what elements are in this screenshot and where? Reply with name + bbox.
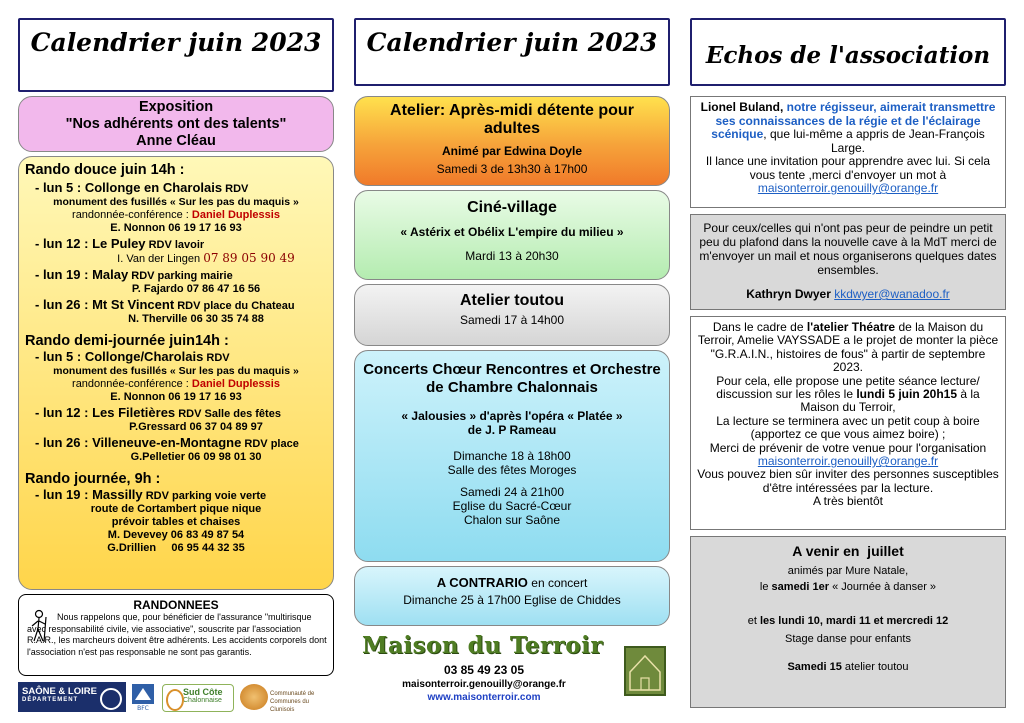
logo-communaute: Communauté de Communes du Clunisois [238,684,334,712]
echo1-text2: Il lance une invitation pour apprendre avec lui. Si cela vous tente ,merci d'envoyer un mot à [705,154,991,182]
maison-building-icon [624,646,666,696]
echo1-email-link[interactable]: maisonterroir.genouilly@orange.fr [757,181,939,195]
cine-date: Mardi 13 à 20h30 [465,249,559,263]
col2-title: Calendrier juin 2023 [366,28,658,57]
concerts-place2: Eglise du Sacré-Cœur [452,499,572,513]
echo3-email-link[interactable]: maisonterroir.genouilly@orange.fr [757,454,939,469]
atelier-detente-title: Atelier: Après-midi détente pour adultes [390,102,634,137]
contrario-title: A CONTRARIO [436,575,528,590]
cine-title: Ciné-village [467,199,557,216]
col1-title-box [18,18,334,92]
maison-logo-text: Maison du Terroir [362,632,603,659]
atelier-detente-animateur: Animé par Edwina Doyle [441,144,583,158]
echo2-email-link[interactable]: kkdwyer@wanadoo.fr [834,287,950,301]
concerts-work: « Jalousies » d'après l'opéra « Platée » [401,409,623,423]
concerts-date1: Dimanche 18 à 18h00 [453,449,571,463]
logo-sud-cote: Sud Côte Chalonnaise [162,684,234,712]
juillet-line1: animés par Mure Natale, [787,565,909,577]
concerts-place1: Salle des fêtes Moroges [447,463,577,477]
rando-box [18,156,334,590]
rando-douce-item: - lun 12 : Le Puley RDV lavoir I. Van der Lingen 07 89 05 90 49 [35,236,295,265]
col3-title: Echos de l'association [705,42,991,69]
hiker-icon [25,609,53,643]
rando-douce-item: - lun 19 : Malay RDV parking mairie P. Fajardo 07 86 47 16 56 [35,267,261,295]
juillet-line2: le samedi 1er « Journée à danser » [759,581,937,593]
juillet-title: A venir en juillet [792,543,904,559]
exposition-label: Exposition [138,99,214,115]
logo-region-icon [130,682,156,712]
rando-demi-item: - lun 5 : Collonge/Charolais RDV monument des fusillés « Sur les pas du maquis » randonnée-conférence : Daniel Duplessis E. Nonnon 06 19 17 16 93 [35,349,299,403]
atelier-detente-date: Samedi 3 de 13h30 à 17h00 [436,162,588,176]
col3-title-box [690,18,1006,86]
rando-demi-heading: Rando demi-journée juin14h : [25,333,229,349]
juillet-line4: Stage danse pour enfants [785,633,911,645]
echo1-name: Lionel Buland, [700,100,787,114]
exposition-title: "Nos adhérents ont des talents" [65,116,287,132]
juillet-box [690,536,1006,708]
col1-title: Calendrier juin 2023 [30,28,322,57]
echo1-highlight: notre régisseur, aimerait transmettre ses connaissances de la régie et de l'éclairage scénique [711,100,996,141]
concerts-date2: Samedi 24 à 21h00 [459,485,565,499]
toutou-date: Samedi 17 à 14h00 [459,313,565,327]
rando-douce-heading: Rando douce juin 14h : [25,162,185,178]
rando-journee-item: - lun 19 : Massilly RDV parking voie verte route de Cortambert pique nique prévoir tables et chaises M. Devevey 06 83 49 87 54 G.Drillien 06 95 44 32 35 [35,487,267,554]
rando-demi-item: - lun 26 : Villeneuve-en-Montagne RDV place G.Pelletier 06 09 98 01 30 [35,435,299,463]
maison-email: maisonterroir.genouilly@orange.fr [402,679,566,690]
echo2-text: Pour ceux/celles qui n'ont pas peur de peindre un petit peu du plafond dans la nouvelle cave à la MdT merci de m'envoyer un mail et nous organiserons quelques dates ensembles. [699,221,997,277]
exposition-artist: Anne Cléau [136,133,216,149]
rando-douce-item: - lun 26 : Mt St Vincent RDV place du Chateau N. Therville 06 30 35 74 88 [35,297,295,325]
concerts-title: Concerts Chœur Rencontres et Orchestre de Chambre Chalonnais [363,361,661,396]
contrario-box [354,566,670,626]
rando-douce-item: - lun 5 : Collonge en Charolais RDV monument des fusillés « Sur les pas du maquis » randonnée-conférence : Daniel Duplessis E. Nonnon 06 19 17 16 93 [35,180,299,234]
concerts-box [354,350,670,562]
randonnees-text: Nous rappelons que, pour bénéficier de l'assurance "multirisque avec responsabilité civile, vie associative", souscrite par l'association R.A.R., les marcheurs doivent être adhérents. Les accidents corporels dont l'association n'est pas responsable ne sont pas garantis. [27,612,327,657]
rando-journee-heading: Rando journée, 9h : [25,471,161,487]
echo3-box: Dans le cadre de l'atelier Théatre de la Maison du Terroir, Amelie VAYSSADE a le projet de monter la pièce "G.R.A.I.N., histoires de fous" à partir de septembre 2023. Pour cela, elle propose une petite séance lecture/ discussion sur les rôles le lundi 5 juin 20h15 à la Maison du Terroir, La lecture se terminera avec un petit coup à boire (apportez ce que vous aimez boire) ; Merci de prévenir de votre venue pour l'organisation maisonterroir.genouilly@orange.fr Vous pouvez bien sûr inviter des personnes susceptibles d'être intéressées par la lecture. A très bientôt [690,316,1006,530]
logo-saone-loire: SAÔNE & LOIRE DÉPARTEMENT [18,682,126,712]
atelier-detente-box [354,96,670,186]
echo2-box [690,214,1006,310]
maison-phone: 03 85 49 23 05 [443,663,525,677]
concerts-city2: Chalon sur Saône [463,513,561,527]
col2-title-box [354,18,670,86]
echo1-text1: , que lui-même a appris de Jean-François Large. [763,127,985,155]
contrario-suffix: en concert [527,576,588,590]
exposition-box [18,96,334,152]
cine-film: « Astérix et Obélix L'empire du milieu » [400,225,624,239]
juillet-line3: et les lundi 10, mardi 11 et mercredi 12 [747,615,949,627]
toutou-box [354,284,670,346]
echo1-box [690,96,1006,208]
randonnees-title: RANDONNEES [133,598,219,612]
randonnees-box [18,594,334,676]
contrario-date: Dimanche 25 à 17h00 Eglise de Chiddes [403,593,621,607]
rando-demi-item: - lun 12 : Les Filetières RDV Salle des fêtes P.Gressard 06 37 04 89 97 [35,405,281,433]
maison-web[interactable]: www.maisonterroir.com [427,692,541,703]
cine-box [354,190,670,280]
toutou-title: Atelier toutou [460,292,564,309]
svg-text:BFC: BFC [137,705,149,712]
juillet-line5: Samedi 15 atelier toutou [787,661,909,673]
echo2-name: Kathryn Dwyer [746,287,835,301]
concerts-composer: de J. P Rameau [467,423,557,437]
